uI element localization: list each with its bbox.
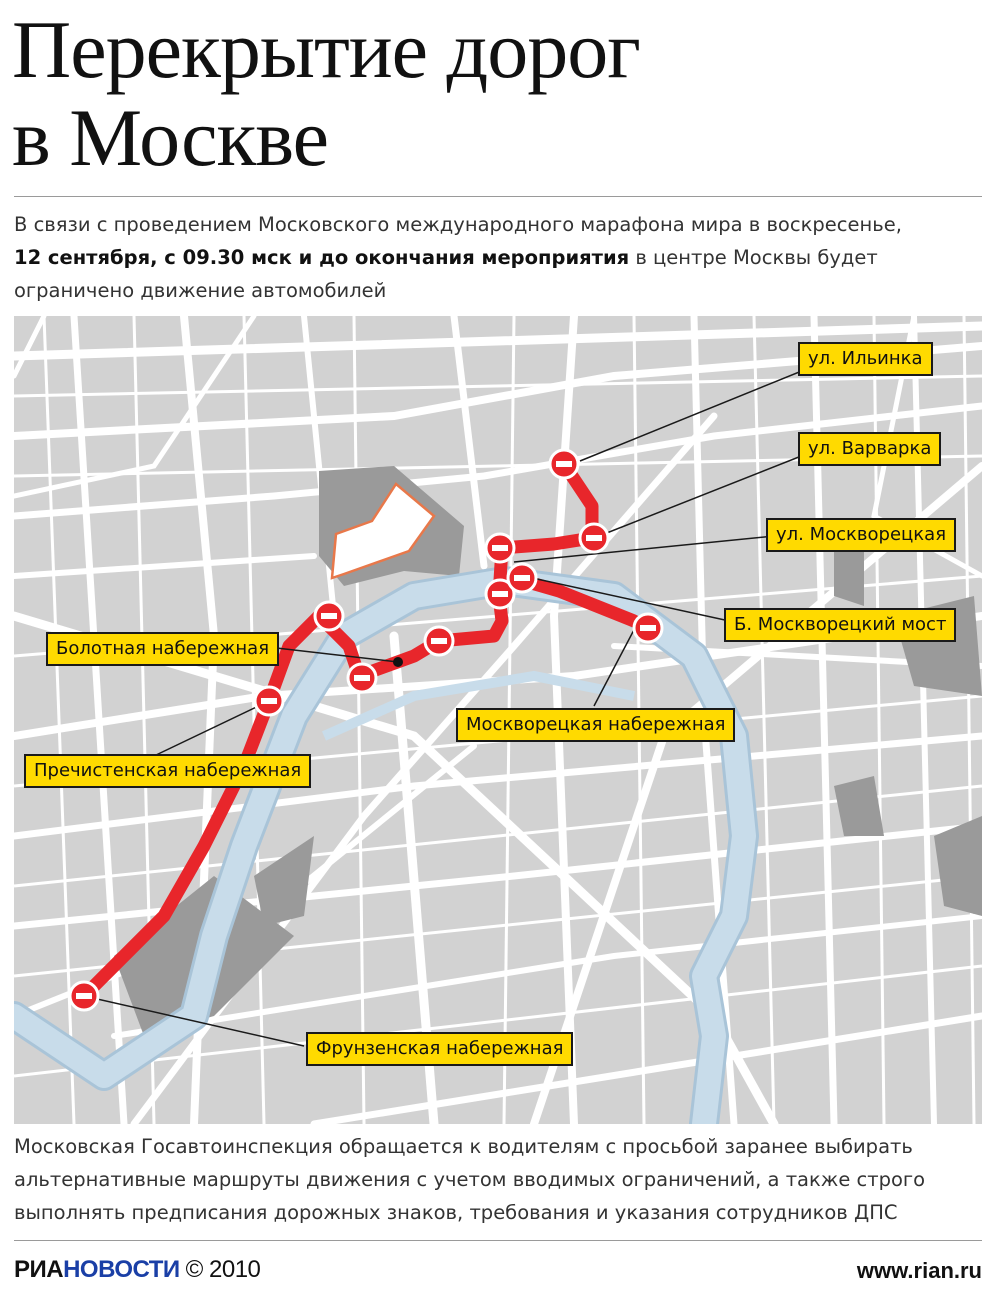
no-entry-icon: [70, 982, 98, 1010]
no-entry-icon: [508, 564, 536, 592]
no-entry-icon: [348, 664, 376, 692]
label-ilinka: ул. Ильинка: [798, 342, 933, 376]
intro-text-after: в центре Москвы будет ограничено движение автомобилей: [14, 246, 878, 302]
no-entry-icon: [550, 450, 578, 478]
outro-text: Московская Госавтоинспекция обращается к водителям с просьбой заранее выбирать альтернативные маршруты движения с учетом вводимых ограничений, а также строго выполнять предписания дорожных знаков, требования и указания сотрудников ДПС: [14, 1135, 926, 1224]
intro-text-bold: 12 сентября, с 09.30 мск и до окончания мероприятия: [14, 246, 630, 269]
label-moskvoretskaya: ул. Москворецкая: [766, 518, 956, 552]
header-divider: [14, 196, 982, 197]
copyright: © 2010: [185, 1256, 261, 1283]
label-frunzenskaya: Фрунзенская набережная: [306, 1032, 573, 1066]
label-bridge: Б. Москворецкий мост: [724, 608, 956, 642]
no-entry-icon: [486, 534, 514, 562]
title-line-1: Перекрытие дорог: [12, 4, 640, 95]
logo-novosti: НОВОСТИ: [63, 1256, 180, 1283]
no-entry-icon: [580, 524, 608, 552]
road-closure-map: [14, 316, 982, 1124]
no-entry-icon: [255, 687, 283, 715]
label-moskvoretskaya-emb: Москворецкая набережная: [456, 708, 735, 742]
ria-novosti-logo[interactable]: [14, 1256, 260, 1284]
site-link[interactable]: www.rian.ru: [856, 1258, 982, 1283]
no-entry-icon: [425, 627, 453, 655]
no-entry-icon: [315, 602, 343, 630]
no-entry-icon: [634, 614, 662, 642]
title-line-2: в Москве: [12, 92, 328, 183]
label-bolotnaya: Болотная набережная: [46, 632, 279, 666]
intro-text: [14, 208, 984, 307]
label-varvarka: ул. Варварка: [798, 432, 941, 466]
footer-divider: [14, 1240, 982, 1241]
label-prechistenskaya: Пречистенская набережная: [24, 754, 311, 788]
logo-ria: РИА: [14, 1256, 64, 1283]
intro-text-before: В связи с проведением Московского международного марафона мира в воскресенье,: [14, 213, 902, 236]
page-title: [12, 6, 972, 182]
